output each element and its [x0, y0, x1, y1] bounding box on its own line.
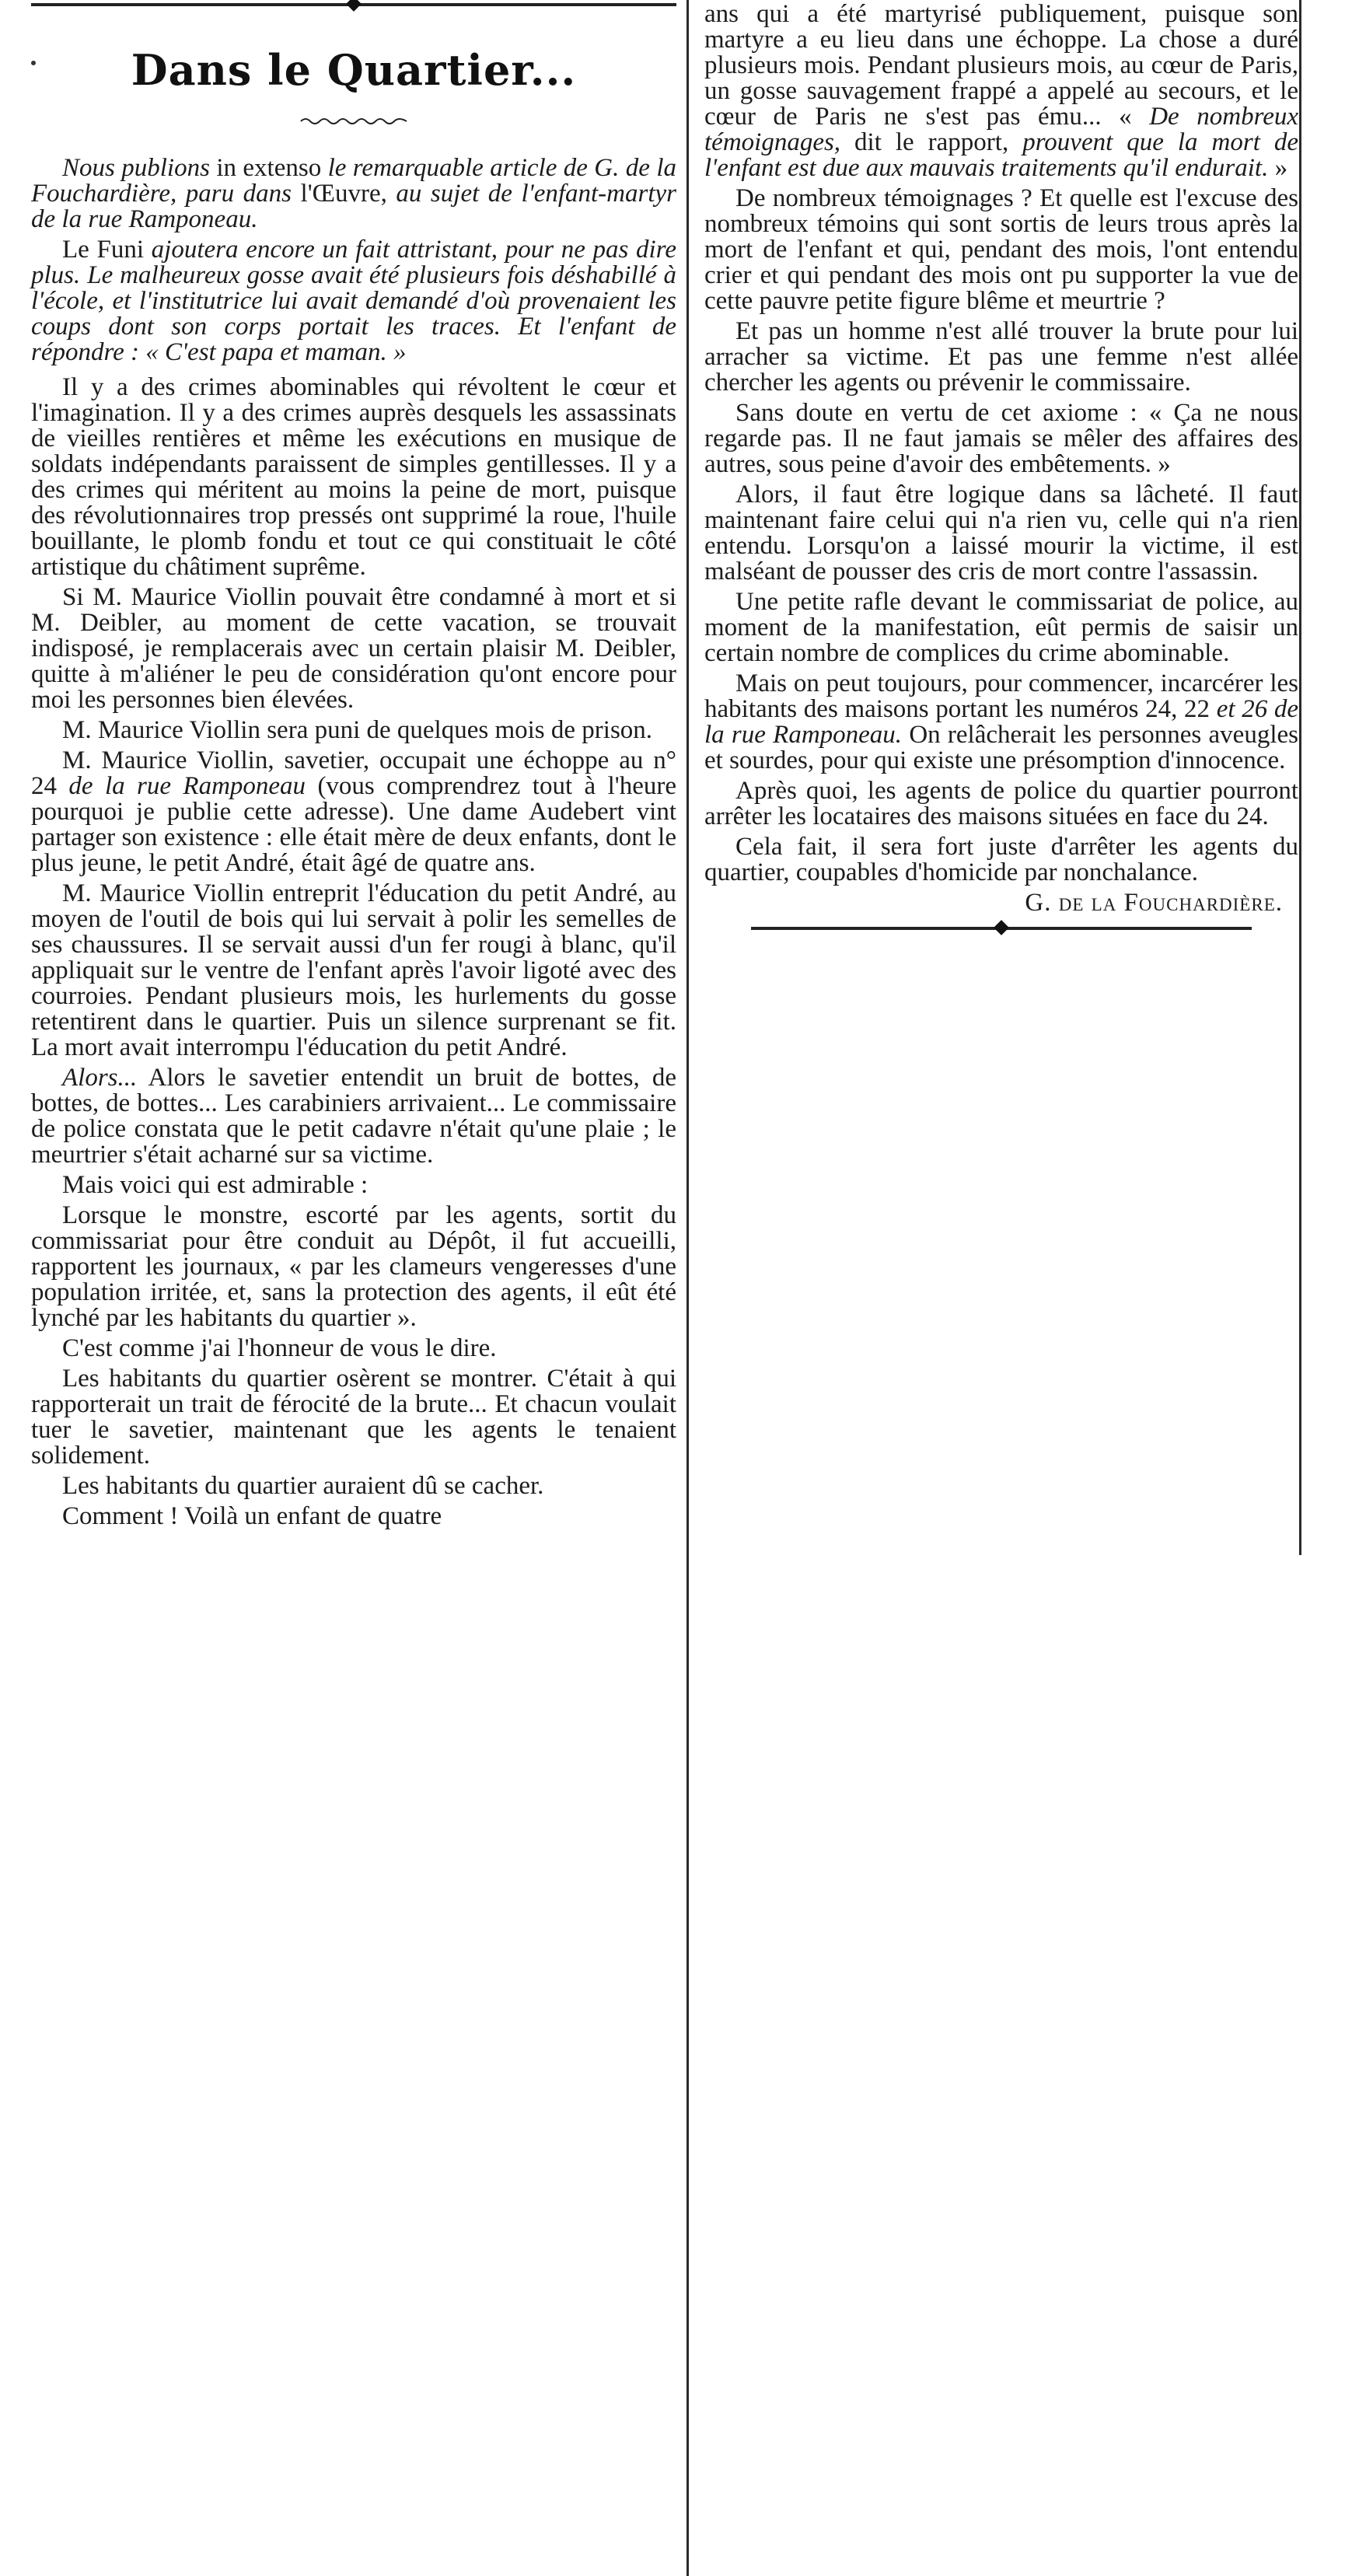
paragraph: Cela fait, il sera fort juste d'arrêter les agents du quartier, coupables d'homicide par nonchalance.: [704, 833, 1298, 886]
title-flourish: [299, 117, 408, 126]
italic-text: prouvent que la mort de l'enfant est due aux mauvais traitements qu'il endurait.: [704, 128, 1298, 182]
paragraph: Une petite rafle devant le commissariat de police, au moment de la manifestation, eût permis de saisir un certain nombre de complices du crime abominable.: [704, 588, 1298, 667]
paragraph: [31, 748, 676, 876]
paragraph: De nombreux témoignages ? Et quelle est l'excuse des nombreux témoins qui sont sortis de leurs trous après la mort de l'enfant et qui, pendant des mois, l'ont entendu crier et qui pendant des mois ont pu supporter la vue de cette pauvre petite figure blême et meurtrie ?: [704, 184, 1298, 315]
text-run: M. Maurice Viollin, savetier, occupait une échoppe au n° 24: [31, 746, 676, 800]
text-run: l'Œuvre,: [300, 180, 387, 208]
top-ornament-rule: [31, 3, 676, 6]
italic-text: et 26 de la rue Ramponeau.: [704, 695, 1299, 749]
paragraph: [31, 1065, 676, 1168]
paragraph: [31, 156, 676, 232]
article-body-left: [31, 375, 676, 1529]
paragraph: Après quoi, les agents de police du quartier pourront arrêter les locataires des maisons situées en face du 24.: [704, 777, 1298, 830]
article-intro: [31, 156, 676, 375]
italic-text: le remarquable article de G. de la Fouchardière, paru dans: [31, 154, 676, 208]
italic-text: De nombreux témoignages,: [704, 103, 1298, 156]
paragraph: [704, 671, 1298, 774]
paragraph: M. Maurice Viollin entreprit l'éducation du petit André, au moyen de l'outil de bois qui lui servait à polir les semelles de ses chaussures. Il se servait aussi d'un fer rougi à blanc, qu'il appliquait sur le ventre de l'enfant après l'avoir ligoté avec des courroies. Pendant plusieurs mois, les hurlements du gosse retentirent dans le quartier. Puis un silence surprenant se fit. La mort avait interrompu l'éducation du petit André.: [31, 879, 676, 1061]
paragraph: Lorsque le monstre, escorté par les agents, sortit du commissariat pour être conduit au Dépôt, il fut accueilli, rapportent les journaux, « par les clameurs vengeresses d'une population irritée, et, sans la protection des agents, il eût été lynché par les habitants du quartier ».: [31, 1201, 676, 1332]
paragraph: Mais voici qui est admirable :: [62, 1171, 369, 1199]
paragraph: M. Maurice Viollin sera puni de quelques mois de prison.: [62, 716, 653, 744]
column-divider: [686, 0, 689, 2576]
italic-text: Nous publions: [62, 154, 210, 182]
paragraph: Comment ! Voilà un enfant de quatre: [62, 1502, 442, 1530]
text-run: in extenso: [209, 154, 328, 182]
italic-text: ajoutera encore un fait attristant, pour ne pas dire plus. Le malheureux gosse avait été plusieurs fois déshabillé à l'école, et l'institutrice lui avait demandé d'où provenaient les coups dont son corps portait les traces. Et l'enfant de répondre : « C'est papa et maman. »: [31, 236, 676, 366]
paragraph: [704, 2, 1298, 181]
ornament-diamond: [346, 0, 362, 12]
article-title: Dans le Quartier...: [131, 45, 577, 95]
italic-text: au sujet de l'enfant-martyr de la rue Ramponeau.: [31, 180, 676, 233]
text-run: »: [1268, 154, 1288, 182]
text-run: Alors le savetier entendit un bruit de bottes, de bottes, de bottes... Les carabiniers arrivaient... Le commissaire de police constata que le petit cadavre n'était qu'une plaie ; le meurtrier s'était acharné sur sa victime.: [31, 1064, 676, 1169]
text-run: Mais on peut toujours, pour commencer, incarcérer les habitants des maisons portant les numéros 24, 22: [704, 669, 1298, 723]
text-run: ans qui a été martyrisé publiquement, puisque son martyre a eu lieu dans une échoppe. La chose a duré plusieurs mois. Pendant plusieurs mois, au cœur de Paris, un gosse sauvagement frappé a appelé au secours, et le cœur de Paris ne s'est pas ému... «: [704, 0, 1298, 131]
print-speck: [31, 61, 36, 65]
paragraph: C'est comme j'ai l'honneur de vous le dire.: [62, 1334, 497, 1362]
paragraph: Sans doute en vertu de cet axiome : « Ça ne nous regarde pas. Il ne faut jamais se mêler des affaires des autres, sous peine d'avoir des embêtements. »: [704, 399, 1298, 478]
ornament-diamond: [994, 920, 1009, 935]
paragraph: Alors, il faut être logique dans sa lâcheté. Il faut maintenant faire celui qui n'a rien vu, celle qui n'a rien entendu. Lorsqu'on a laissé mourir la victime, il est malséant de pousser des cris de mort contre l'assassin.: [704, 481, 1298, 585]
text-run: dit le rapport,: [840, 128, 1023, 156]
text-run: (vous comprendrez tout à l'heure pourquoi je publie cette adresse). Une dame Audebert vint partager son existence : elle était mère de deux enfants, dont le plus jeune, le petit André, était âgé de quatre ans.: [31, 772, 676, 877]
paragraph: Si M. Maurice Viollin pouvait être condamné à mort et si M. Deibler, au moment de cette vacation, se trouvait indisposé, je remplacerais avec un certain plaisir M. Deibler, quitte à m'aliéner le peu de considération qu'ont encore pour moi les personnes bien élevées.: [31, 583, 676, 714]
left-column-text: [31, 156, 676, 1534]
end-ornament-rule: [751, 927, 1252, 930]
paragraph: Il y a des crimes abominables qui révoltent le cœur et l'imagination. Il y a des crimes auprès desquels les assassinats de vieilles rentières et même les exécutions en musique de soldats indépendants paraissent de simples gentillesses. Il y a des crimes qui méritent au moins la peine de mort, puisque des révolutionnaires trop pressés ont supprimé la roue, l'huile bouillante, le plomb fondu et tout ce qui constituait le côté artistique du châtiment suprême.: [31, 373, 676, 581]
text-run: Le Funi: [62, 236, 144, 264]
author-signature: G. de la Fouchardière.: [1025, 889, 1283, 917]
paragraph: Les habitants du quartier auraient dû se cacher.: [62, 1472, 544, 1500]
paragraph: [31, 237, 676, 365]
article-body-right: [704, 2, 1298, 930]
right-border-line: [1299, 0, 1301, 1555]
text-run: On relâcherait les personnes aveugles et sourdes, pour qui existe une présomption d'innocence.: [704, 721, 1298, 774]
paragraph: Et pas un homme n'est allé trouver la brute pour lui arracher sa victime. Et pas une femme n'est allée chercher les agents ou prévenir le commissaire.: [704, 317, 1298, 397]
paragraph: Les habitants du quartier osèrent se montrer. C'était à qui rapporterait un trait de férocité de la brute... Et chacun voulait tuer le savetier, maintenant que les agents le tenaient solidement.: [31, 1365, 676, 1470]
italic-text: de la rue Ramponeau: [68, 772, 306, 800]
italic-text: Alors...: [62, 1064, 138, 1092]
